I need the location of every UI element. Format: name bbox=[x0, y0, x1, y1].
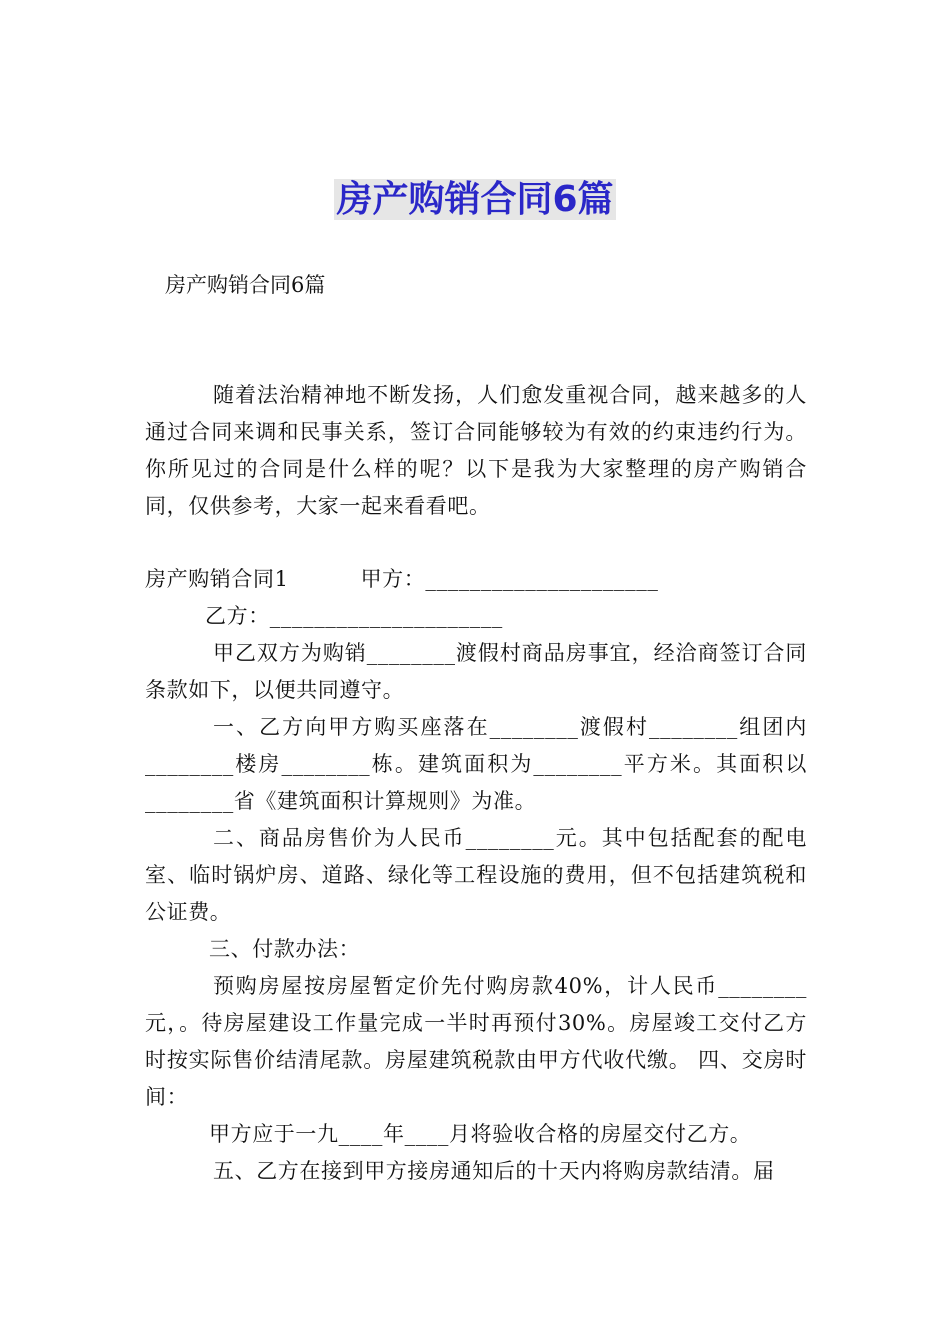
intro-paragraph: 随着法治精神地不断发扬，人们愈发重视合同，越来越多的人通过合同来调和民事关系，签订合同能够较为有效的约束违约行为。你所见过的合同是什么样的呢？以下是我为大家整理的房产购销合同，仅供参考，大家一起来看看吧。 bbox=[145, 383, 807, 518]
party-b-line: 乙方：_____________________ bbox=[205, 604, 503, 628]
clause-one-paragraph: 一、乙方向甲方购买座落在________渡假村________组团内________楼房________栋。建筑面积为________平方米。其面积以________省《建筑面积计算规则》为准。 bbox=[145, 715, 807, 813]
clause-three-paragraph: 预购房屋按房屋暂定价先付购房款40%，计人民币________元，。待房屋建设工作量完成一半时再预付30%。房屋竣工交付乙方时按实际售价结清尾款。房屋建筑税款由甲方代收代缴。 四、交房时间： bbox=[145, 974, 807, 1109]
clause-two-paragraph: 二、商品房售价为人民币________元。其中包括配套的配电室、临时锅炉房、道路、绿化等工程设施的费用，但不包括建筑税和公证费。 bbox=[145, 826, 807, 924]
document-title bbox=[0, 176, 950, 224]
party-b-row bbox=[145, 598, 807, 635]
document-subtitle: 房产购销合同6篇 bbox=[165, 273, 326, 297]
clause-three-heading: 三、付款办法： bbox=[209, 937, 361, 961]
contract-heading-line bbox=[145, 561, 807, 598]
clause-four-text: 甲方应于一九____年____月将验收合格的房屋交付乙方。 bbox=[209, 1122, 752, 1146]
clause-three-heading-row bbox=[145, 931, 807, 968]
clause-four-row bbox=[145, 1116, 807, 1153]
document-title-text: 房产购销合同6篇 bbox=[336, 179, 614, 220]
document-body bbox=[145, 377, 807, 1190]
contract-heading: 房产购销合同1 bbox=[145, 567, 289, 591]
party-a-line: 甲方：_____________________ bbox=[360, 567, 659, 591]
purpose-paragraph: 甲乙双方为购销________渡假村商品房事宜，经洽商签订合同条款如下，以便共同遵守。 bbox=[145, 641, 807, 702]
clause-five-paragraph: 五、乙方在接到甲方接房通知后的十天内将购房款结清。届 bbox=[213, 1159, 775, 1183]
